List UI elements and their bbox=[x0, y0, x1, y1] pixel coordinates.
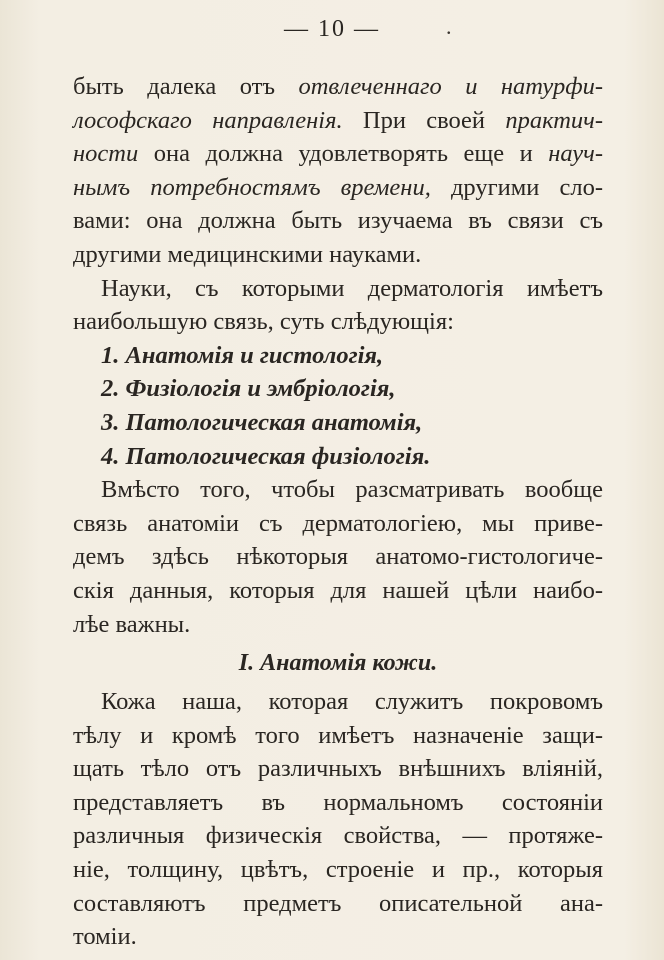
text-line: лѣе важны. bbox=[73, 610, 191, 638]
topic-list bbox=[73, 339, 603, 473]
text-line: демъ здѣсь нѣкоторыя анатомо-гистологиче- bbox=[73, 543, 603, 571]
section-heading: I. Анатомія кожи. bbox=[238, 650, 438, 677]
italic-run: практич- bbox=[505, 106, 603, 134]
text-line: представляетъ въ нормальномъ состояніи bbox=[73, 788, 603, 816]
text-run: другими сло- bbox=[430, 173, 603, 201]
text-run: она должна удовлетворять еще и bbox=[138, 140, 549, 168]
list-item: 1. Анатомія и гистологія, bbox=[101, 341, 384, 369]
list-item: 3. Патологическая анатомія, bbox=[101, 408, 423, 436]
list-item: 4. Патологическая физіологія. bbox=[101, 442, 431, 470]
text-line: вами: она должна быть изучаема въ связи съ bbox=[73, 207, 603, 235]
italic-run: нымъ потребностямъ времени, bbox=[73, 173, 431, 201]
list-item: 2. Физіологія и эмбріологія, bbox=[101, 375, 396, 403]
text-run: быть далека отъ bbox=[73, 73, 299, 100]
italic-run: лософскаго направленія. bbox=[73, 106, 343, 134]
text-line bbox=[73, 70, 603, 104]
text-line: наибольшую связь, суть слѣдующія: bbox=[73, 308, 454, 336]
printing-speck: . bbox=[446, 14, 452, 39]
text-line: Вмѣсто того, чтобы разсматривать вообще bbox=[101, 476, 603, 504]
text-line: щать тѣло отъ различныхъ внѣшнихъ вліяній, bbox=[73, 755, 603, 783]
text-line: различныя физическія свойства, — протяже- bbox=[73, 822, 603, 850]
body-text bbox=[73, 70, 603, 954]
italic-run: науч- bbox=[548, 140, 603, 168]
italic-run: отвлеченнаго и натурфи- bbox=[298, 73, 603, 100]
text-line bbox=[73, 104, 603, 138]
text-line: скія данныя, которыя для нашей цѣли наибо- bbox=[73, 576, 603, 604]
text-line: составляютъ предметъ описательной ана- bbox=[73, 889, 603, 917]
text-line: тѣлу и кромѣ того имѣетъ назначеніе защи- bbox=[73, 721, 603, 749]
page-number: — 10 — bbox=[284, 16, 380, 42]
text-line: Кожа наша, которая служитъ покровомъ bbox=[101, 688, 603, 716]
text-line: другими медицинскими науками. bbox=[73, 240, 422, 268]
text-line bbox=[73, 171, 603, 205]
italic-run: ности bbox=[73, 140, 139, 168]
text-line: ніе, толщину, цвѣтъ, строеніе и пр., которыя bbox=[73, 856, 603, 884]
text-line: Науки, съ которыми дерматологія имѣетъ bbox=[101, 274, 603, 302]
text-line bbox=[73, 137, 603, 171]
text-line: томіи. bbox=[73, 923, 137, 951]
text-run: При своей bbox=[342, 106, 506, 134]
text-line: связь анатоміи съ дерматологіею, мы приве- bbox=[73, 509, 603, 537]
